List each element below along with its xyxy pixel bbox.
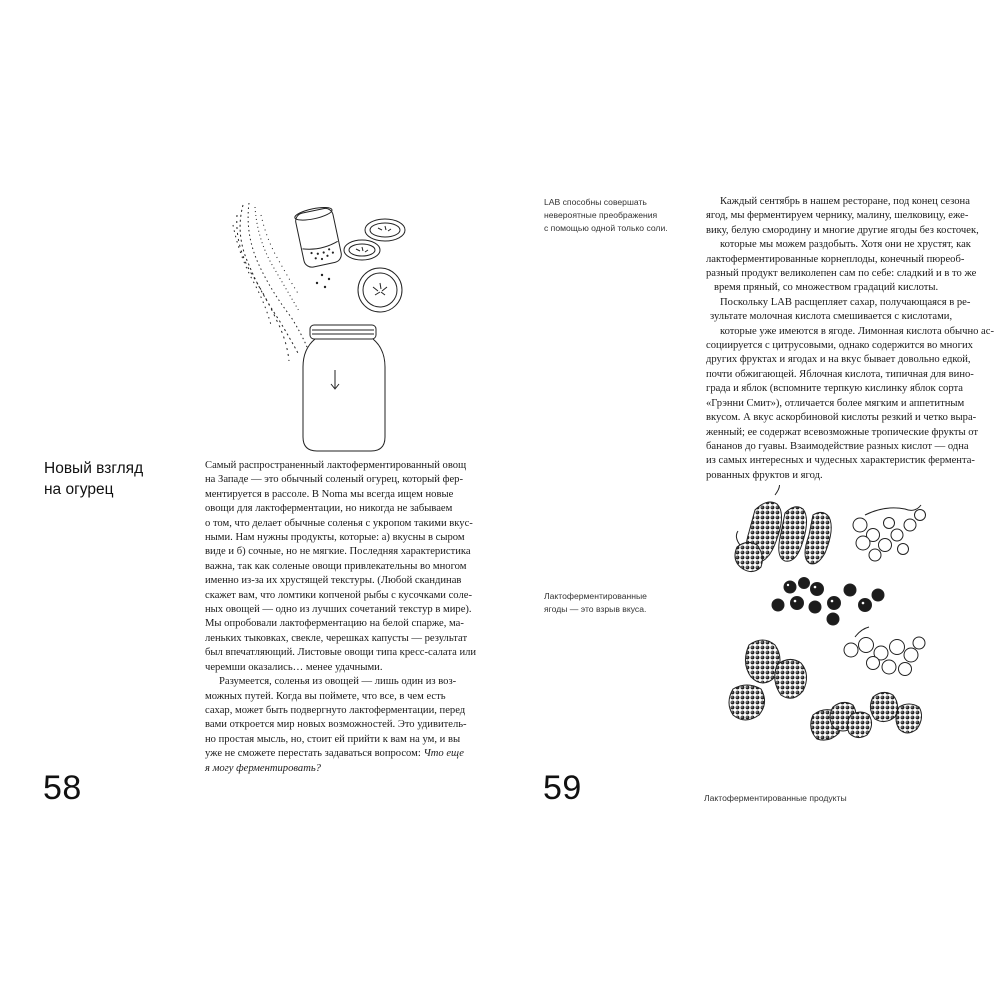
white-currant-icon [853, 505, 926, 561]
text-line: рованных фруктов и ягод. [706, 469, 823, 481]
section-title-line: на огурец [44, 481, 114, 498]
blackberry-icon [811, 692, 922, 740]
italic-question: я могу ферментировать? [205, 762, 321, 774]
page-number: 58 [43, 769, 82, 807]
text-line: Поскольку LAB расщепляет сахар, получающаяся в ре- [720, 296, 971, 308]
text-line: из самых интересных и чудесных характеристик фермента- [706, 455, 975, 467]
running-footer: Лактоферментированные продукты [704, 793, 847, 803]
paragraph [706, 195, 979, 296]
text-line: можных путей. Когда вы поймете, что все, в чем есть [205, 690, 446, 702]
caption-lab [544, 196, 694, 235]
cucumber-slice-icon [358, 268, 402, 312]
caption-line: невероятные преображения [544, 210, 658, 220]
text-line: лактоферментированные корнеплоды, конечный пюреоб- [706, 253, 965, 265]
text-line: которые уже имеются в ягоде. Лимонная кислота обычно ас- [720, 325, 994, 337]
left-body-text [205, 459, 477, 776]
text-line: Разумеется, соленья из овощей — лишь один из воз- [219, 676, 457, 688]
paragraph [205, 675, 467, 776]
text-line: ментируется в рассоле. В Noma мы всегда ищем новые [205, 488, 454, 500]
caption-line: LAB способны совершать [544, 197, 647, 207]
right-body-text [706, 195, 994, 483]
text-line: зультате молочная кислота смешивается с кислотами, [710, 311, 953, 323]
jar-icon [303, 325, 385, 451]
caption-line: с помощью одной только соли. [544, 223, 668, 233]
raspberry-icon [775, 659, 807, 698]
berries-illustration [725, 485, 945, 755]
text-line: но простая мысль, но, стоит ей прийти к вам на ум, и вы [205, 733, 461, 745]
text-line: социируется с цитрусовыми, однако содержится во многих [706, 340, 973, 352]
text-line: был впечатляющий. Листовые овощи типа кресс-салата или [205, 647, 477, 659]
mulberry-icon [805, 512, 831, 563]
text-line: разный продукт великолепен сам по себе: сладкий и в то же [706, 268, 977, 280]
text-segment: уже не сможете перестать задаваться вопросом: [205, 748, 421, 760]
text-line: вику, белую смородину и многие другие ягоды без косточек, [706, 224, 979, 236]
text-line: леньких тыковках, свекле, черешках капусты — результат [205, 632, 468, 644]
salt-stream-icon [233, 203, 307, 361]
text-line: вкусом. А вкус аскорбиновой кислоты резкий и четко выра- [706, 412, 977, 424]
text-line: Каждый сентябрь в нашем ресторане, под конец сезона [720, 196, 970, 207]
text-line: которые мы можем раздобыть. Хотя они не хрустят, как [720, 239, 971, 251]
cucumber-slice-icon [365, 219, 405, 241]
text-line: о том, что делает обычные соленья с укропом такими вкус- [205, 517, 473, 529]
text-line: время пряный, со множеством градаций кислоты. [714, 282, 939, 294]
text-line: на Западе — это обычный соленый огурец, который фер- [205, 474, 463, 486]
berry-cluster-icon [844, 627, 925, 676]
text-line: ными. Нам нужны продукты, которые: а) вкусны в сыром [205, 532, 465, 544]
text-line: других фруктах и ягодах и на вкус бывает довольно едкой, [706, 354, 971, 366]
text-line: вами откроется мир новых возможностей. Это удивитель- [205, 719, 467, 731]
text-line: именно из-за их хрустящей текстуры. (Любой скандинав [205, 575, 462, 587]
text-line: бананов до гуавы. Взаимодействие разных кислот — одна [706, 440, 969, 452]
text-line: града и яблок (вспомните терпкую кислинку яблок сорта [706, 383, 963, 395]
text-line: овощи для лактоферментации, но никогда не забываем [205, 503, 453, 515]
mulberry-icon [779, 507, 807, 561]
text-line: «Грэнни Смит»), отличается более мягким и аппетитным [706, 397, 965, 409]
text-line: Мы опробовали лактоферментацию на белой спарже, ма- [205, 618, 464, 630]
text-line: сахар, может быть подвергнуто лактоферментации, перед [205, 704, 466, 716]
page-number: 59 [543, 769, 582, 807]
text-line: скажет вам, что ломтики копченой рыбы с кусочками соле- [205, 589, 472, 601]
text-line [205, 747, 465, 761]
raspberry-icon [729, 685, 765, 720]
caption-berries [544, 590, 694, 616]
caption-line: Лактоферментированные [544, 591, 647, 601]
text-line: черемши оказались… менее удачными. [205, 661, 383, 673]
text-line: важна, так как соленые овощи привлекательны во многом [205, 560, 467, 572]
text-line [205, 762, 455, 776]
text-line: Самый распространенный лактоферментированный овощ [205, 460, 467, 471]
text-line: женный; ее содержат всевозможные тропические фрукты от [706, 426, 979, 438]
text-line: ягод, мы ферментируем чернику, малину, шелковицу, еже- [706, 210, 969, 222]
salt-shaker-icon [294, 205, 343, 269]
caption-line: ягоды — это взрыв вкуса. [544, 604, 647, 614]
section-title [44, 458, 194, 500]
italic-question: Что еще [423, 748, 465, 760]
section-title-line: Новый взгляд [44, 460, 144, 477]
paragraph [706, 296, 994, 483]
text-line: виде и б) сочные, но не мягкие. Последняя характеристика [205, 546, 471, 558]
cucumber-slice-icon [344, 240, 380, 260]
text-line: почти обжигающей. Яблочная кислота, типичная для вино- [706, 368, 974, 380]
text-line: ных овощей — одно из лучших сочетаний текстур в мире). [205, 604, 472, 616]
paragraph [205, 459, 477, 675]
salt-cucumber-jar-illustration [225, 195, 425, 470]
